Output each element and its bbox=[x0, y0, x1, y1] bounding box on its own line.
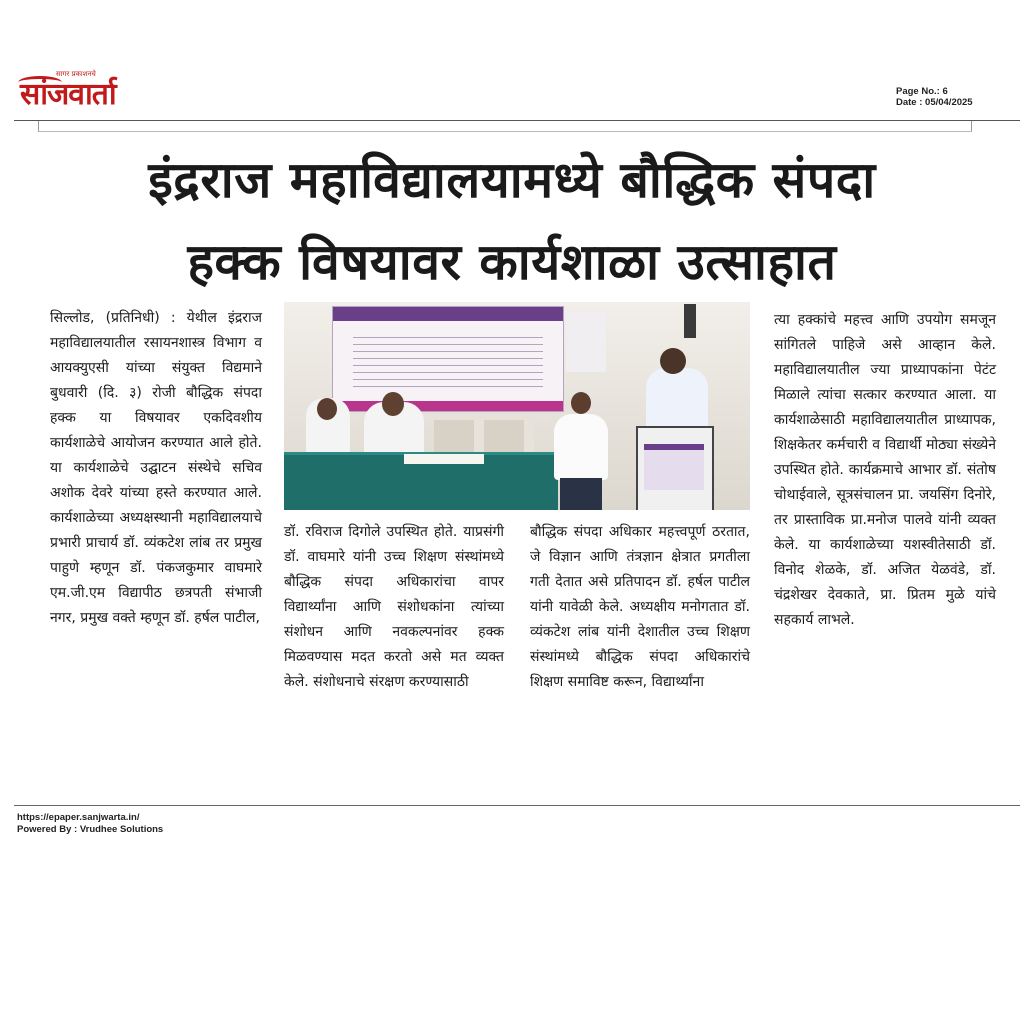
podium bbox=[636, 426, 714, 510]
headline-line-2: हक्क विषयावर कार्यशाळा उत्साहात bbox=[187, 233, 837, 291]
column-2-text: डॉ. रविराज दिगोले उपस्थित होते. याप्रसंगी डॉ. वाघमारे यांनी उच्च शिक्षण संस्थांमध्ये बौद्धिक संपदा अधिकारांचा वापर विद्यार्थ्यांना आणि संशोधकांना त्यांच्या संशोधन आणि नवकल्पनांवर हक्क मिळवण्यास मदत करतो असे मत व्यक्त केले. संशोधनाचे संरक्षण करण्यासाठी bbox=[284, 524, 504, 690]
newspaper-logo bbox=[18, 70, 148, 116]
headline-line-1: इंद्रराज महाविद्यालयामध्ये बौद्धिक संपदा bbox=[148, 151, 876, 209]
column-4-text: त्या हक्कांचे महत्त्व आणि उपयोग समजून सांगितले पाहिजे असे आव्हान केले. महाविद्यालयातील ज्या प्राध्यापकांना पेटंट मिळाले त्यांचा सत्कार करण्यात आला. या कार्यशाळेसाठी महाविद्यालयातील प्राध्यापक, शिक्षकेतर कर्मचारी व विद्यार्थी मोठ्या संख्येने उपस्थित होते. कार्यक्रमाचे आभार डॉ. संतोष चोथाईवाले, सूत्रसंचालन प्रा. जयसिंग दिनोरे, तर प्रास्ताविक प्रा.मनोज पालवे यांनी व्यक्त केले. या कार्यशाळेच्या यशस्वीतेसाठी डॉ. विनोद शेळके, डॉ. अजित येळवंडे, डॉ. चंद्रशेखर देवकाते, प्रा. प्रितम मुळे यांचे सहकार्य लाभले. bbox=[774, 312, 996, 628]
footer-powered-by: Powered By : Vrudhee Solutions bbox=[17, 824, 164, 835]
footer bbox=[17, 812, 163, 836]
page-date: Date : 05/04/2025 bbox=[896, 97, 973, 108]
event-photo bbox=[284, 302, 750, 510]
event-banner bbox=[332, 306, 564, 412]
page-number: Page No.: 6 bbox=[896, 86, 948, 97]
page-info bbox=[896, 86, 1006, 108]
article-column-3 bbox=[530, 520, 750, 695]
logo-name: सांजवार्ता bbox=[20, 77, 116, 112]
article-column-1 bbox=[50, 306, 262, 631]
logo-tagline: सागर प्रकाशनचे bbox=[56, 70, 96, 78]
article-column-4 bbox=[774, 308, 996, 633]
clipping-edge bbox=[38, 121, 972, 132]
column-1-text: सिल्लोड, (प्रतिनिधी) : येथील इंद्रराज महाविद्यालयातील रसायनशास्त्र विभाग व आयक्युएसी यांच्या संयुक्त विद्यमाने बुधवारी (दि. ३) रोजी बौद्धिक संपदा हक्क या विषयावर एकदिवशीय कार्यशाळेचे आयोजन करण्यात आले होते. या कार्यशाळेचे उद्घाटन संस्थेचे सचिव अशोक देवरे यांच्या हस्ते करण्यात आले. कार्यशाळेच्या अध्यक्षस्थानी महाविद्यालयाचे प्रभारी प्राचार्य डॉ. व्यंकटेश लांब तर प्रमुख पाहुणे म्हणून डॉ. पंकजकुमार वाघमारे एम.जी.एम विद्यापीठ छत्रपती संभाजी नगर, प्रमुख वक्ते म्हणून डॉ. हर्षल पाटील, bbox=[50, 310, 262, 626]
column-3-text: बौद्धिक संपदा अधिकार महत्त्वपूर्ण ठरतात, जे विज्ञान आणि तंत्रज्ञान क्षेत्रात प्रगतीला गती देतात असे प्रतिपादन डॉ. हर्षल पाटील यांनी यावेळी केले. अध्यक्षीय मनोगतात डॉ. व्यंकटेश लांब यांनी देशातील उच्च शिक्षण संस्थांमध्ये बौद्धिक संपदा अधिकारांचे शिक्षण समाविष्ट करून, विद्यार्थ्यांना bbox=[530, 524, 750, 690]
bottom-divider bbox=[14, 805, 1020, 806]
article-column-2 bbox=[284, 520, 504, 695]
footer-url-link[interactable]: https://epaper.sanjwarta.in/ bbox=[17, 812, 140, 823]
